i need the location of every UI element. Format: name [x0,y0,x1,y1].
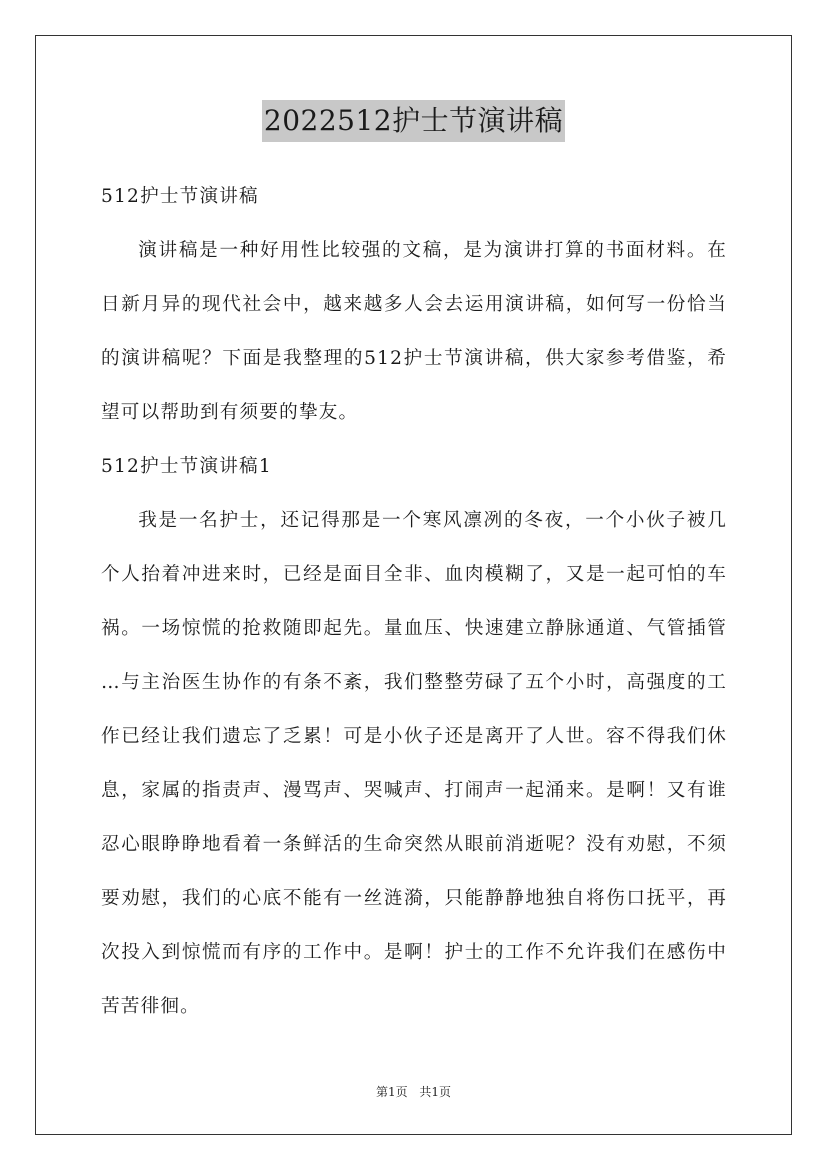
document-title: 2022512护士节演讲稿 [262,100,565,142]
page-footer [0,1083,827,1100]
page-total: 共1页 [419,1085,452,1099]
body-paragraph: 我是一名护士，还记得那是一个寒风凛冽的冬夜，一个小伙子被几个人抬着冲进来时，已经是面目全非、血肉模糊了，又是一起可怕的车祸。一场惊慌的抢救随即起先。量血压、快速建立静脉通道、气管插管 …与主治医生协作的有条不紊，我们整整劳碌了五个小时，高强度的工作已经让我们遗忘了乏累！可是小伙子还是离开了人世。容不得我们休息，家属的指责声、漫骂声、哭喊声、打闹声一起涌来。是啊！又有谁忍心眼睁睁地看着一条鲜活的生命突然从眼前消逝呢？没有劝慰，不须要劝慰，我们的心底不能有一丝涟漪，只能静静地独自将伤口抚平，再次投入到惊慌而有序的工作中。是啊！护士的工作不允许我们在感伤中苦苦徘徊。 [101,510,727,1017]
document-body [101,170,727,1034]
section-heading: 512护士节演讲稿 [101,186,259,207]
section-heading: 512护士节演讲稿1 [101,456,272,477]
intro-paragraph: 演讲稿是一种好用性比较强的文稿，是为演讲打算的书面材料。在日新月异的现代社会中，越来越多人会去运用演讲稿，如何写一份恰当的演讲稿呢？下面是我整理的512护士节演讲稿，供大家参考借鉴，希望可以帮助到有须要的挚友。 [101,240,727,423]
page-number: 第1页 [375,1085,408,1099]
title-container [0,100,827,142]
